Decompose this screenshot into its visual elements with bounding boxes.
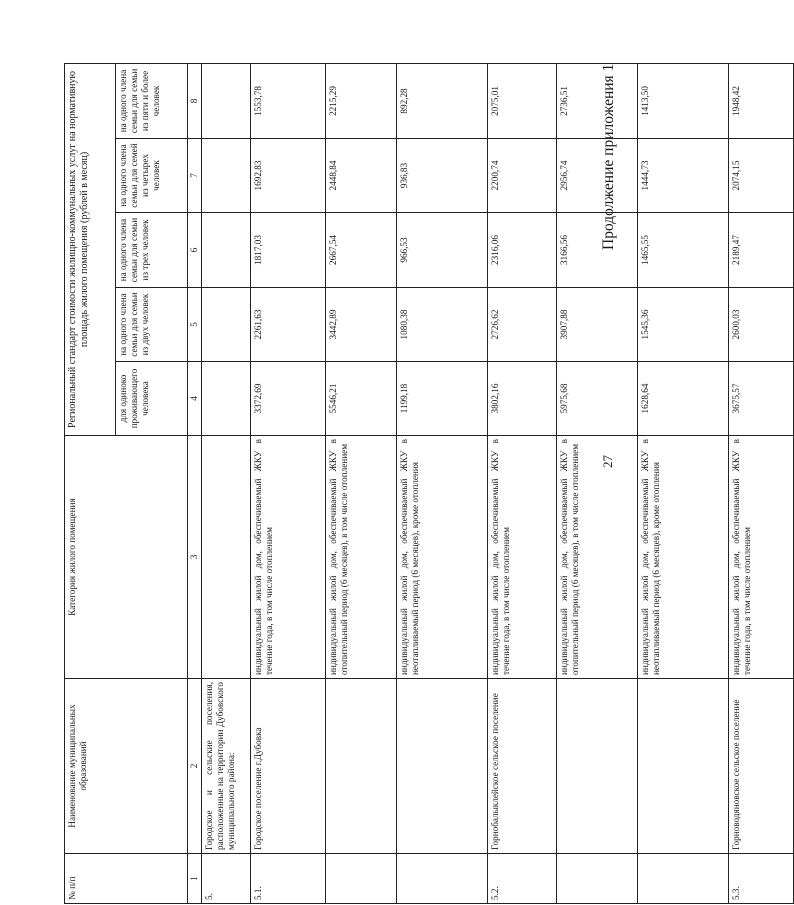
index-cell: 8 <box>188 63 202 138</box>
subheader-5: на одного члена семьи для семьи из пяти и более человек <box>116 63 188 138</box>
section-num: 5. <box>201 854 250 904</box>
row-municipality <box>637 679 728 854</box>
subheader-1: для одиноко проживающего человека <box>116 362 188 436</box>
index-row <box>188 63 202 903</box>
index-cell: 2 <box>188 679 202 854</box>
row-value: 1465,55 <box>637 213 728 288</box>
row-value: 2600,03 <box>728 288 793 362</box>
row-category: индивидуальный жилой дом, обеспечиваемый ЖКУ в отопительный период (6 месяцев), в том числе отоплением <box>556 436 637 679</box>
header-group: Региональный стандарт стоимости жилищно-коммунальных услуг на нормативную площадь жилого помещения (рублей в месяц) <box>65 63 116 435</box>
row-value: 5546,21 <box>325 362 396 436</box>
index-cell: 4 <box>188 362 202 436</box>
table-row <box>325 63 396 903</box>
header-category: Категория жилого помещения <box>65 436 188 679</box>
table-row <box>556 63 637 903</box>
row-value: 2667,54 <box>325 213 396 288</box>
row-municipality <box>396 679 487 854</box>
row-num: 5.2. <box>487 854 556 904</box>
row-value: 936,83 <box>396 139 487 213</box>
row-category: индивидуальный жилой дом, обеспечиваемый ЖКУ в неотапливаемый период (6 месяцев), кроме отопления <box>396 436 487 679</box>
row-value: 966,53 <box>396 213 487 288</box>
table-row <box>250 63 325 903</box>
row-value: 1199,18 <box>396 362 487 436</box>
row-value: 1628,64 <box>637 362 728 436</box>
row-value: 2726,62 <box>487 288 556 362</box>
row-municipality: Горнобалыклейское сельское поселение <box>487 679 556 854</box>
row-value: 3802,16 <box>487 362 556 436</box>
row-municipality <box>556 679 637 854</box>
row-municipality: Горноводяновское сельское поселение <box>728 679 793 854</box>
row-num <box>396 854 487 904</box>
table-row <box>487 63 556 903</box>
row-value: 2448,84 <box>325 139 396 213</box>
header-num: № п/п <box>65 854 188 904</box>
table-body <box>65 63 794 903</box>
subheader-3: на одного члена семьи для семьи из трех человек <box>116 213 188 288</box>
row-value: 1413,50 <box>637 63 728 138</box>
header-row-1 <box>65 63 116 903</box>
row-value: 5975,68 <box>556 362 637 436</box>
row-value: 1948,42 <box>728 63 793 138</box>
subheader-4: на одного члена семьи для семей из четырех человек <box>116 139 188 213</box>
row-value: 2736,51 <box>556 63 637 138</box>
row-value: 1545,36 <box>637 288 728 362</box>
row-municipality <box>325 679 396 854</box>
row-category: индивидуальный жилой дом, обеспечиваемый ЖКУ в течение года, в том числе отоплением <box>728 436 793 679</box>
section-row <box>201 63 250 903</box>
row-municipality: Городское поселение г.Дубовка <box>250 679 325 854</box>
index-cell: 3 <box>188 436 202 679</box>
rates-table <box>64 63 794 904</box>
row-num <box>637 854 728 904</box>
row-value: 3442,89 <box>325 288 396 362</box>
row-num: 5.3. <box>728 854 793 904</box>
table-row <box>396 63 487 903</box>
section-title: Городское и сельские поселения, расположенные на территории Дубовского муниципального района: <box>201 679 250 854</box>
row-value: 3166,56 <box>556 213 637 288</box>
row-category: индивидуальный жилой дом, обеспечиваемый ЖКУ в течение года, в том числе отоплением <box>487 436 556 679</box>
row-value: 1553,78 <box>250 63 325 138</box>
row-value: 2261,63 <box>250 288 325 362</box>
table-row <box>728 63 793 903</box>
row-value: 3372,69 <box>250 362 325 436</box>
row-category: индивидуальный жилой дом, обеспечиваемый ЖКУ в неотапливаемый период (6 месяцев), кроме отопления <box>637 436 728 679</box>
appendix-label: Продолжение приложения 1 <box>600 63 617 250</box>
row-value: 2200,74 <box>487 139 556 213</box>
row-value: 2074,15 <box>728 139 793 213</box>
row-value: 1080,38 <box>396 288 487 362</box>
row-num: 5.1. <box>250 854 325 904</box>
index-cell: 6 <box>188 213 202 288</box>
row-category: индивидуальный жилой дом, обеспечиваемый ЖКУ в отопительный период (6 месяцев), в том числе отоплением <box>325 436 396 679</box>
subheader-2: на одного члена семьи для семьи из двух человек <box>116 288 188 362</box>
index-cell: 1 <box>188 854 202 904</box>
row-value: 3907,88 <box>556 288 637 362</box>
row-value: 3675,57 <box>728 362 793 436</box>
index-cell: 5 <box>188 288 202 362</box>
row-value: 2215,29 <box>325 63 396 138</box>
row-value: 1692,83 <box>250 139 325 213</box>
row-num <box>325 854 396 904</box>
table-row <box>637 63 728 903</box>
index-cell: 7 <box>188 139 202 213</box>
header-name: Наименование муниципальных образований <box>65 679 188 854</box>
row-value: 2316,06 <box>487 213 556 288</box>
row-value: 2189,47 <box>728 213 793 288</box>
row-num <box>556 854 637 904</box>
row-value: 2956,74 <box>556 139 637 213</box>
row-value: 1444,73 <box>637 139 728 213</box>
row-value: 1817,03 <box>250 213 325 288</box>
row-value: 892,28 <box>396 63 487 138</box>
row-value: 2075,01 <box>487 63 556 138</box>
page-number: 27 <box>600 455 615 468</box>
row-category: индивидуальный жилой дом, обеспечиваемый ЖКУ в течение года, в том числе отоплением <box>250 436 325 679</box>
